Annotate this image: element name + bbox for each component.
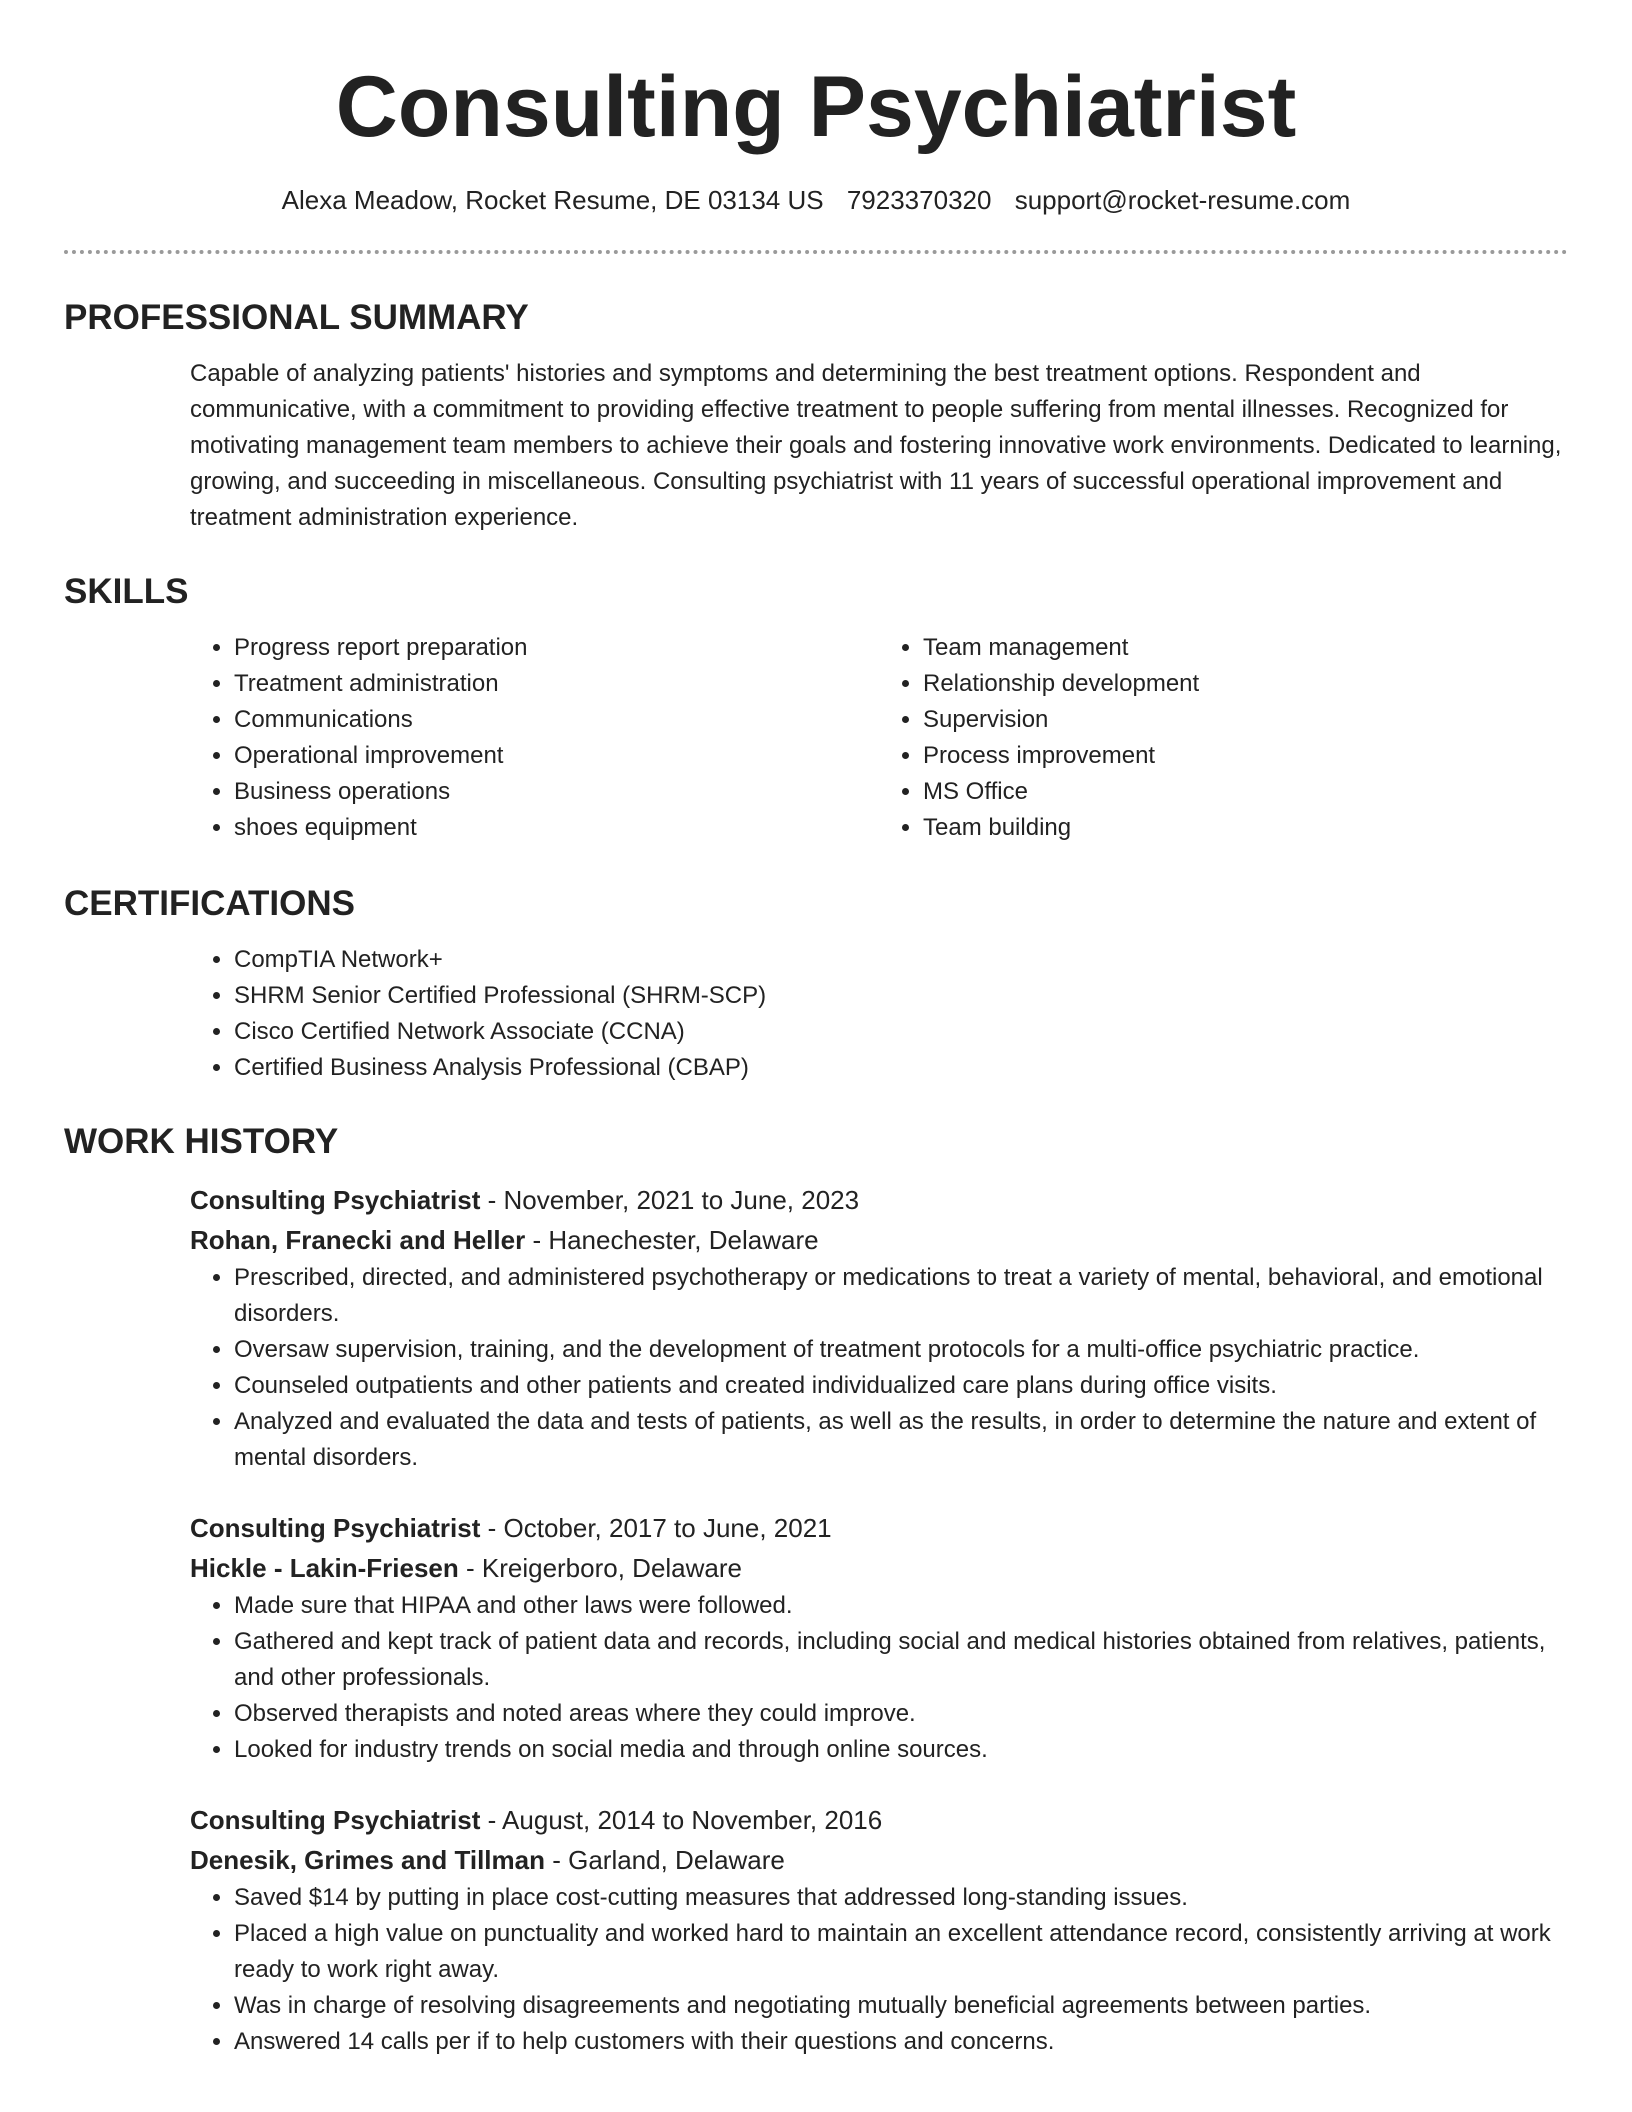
job-role-line: [190, 1180, 1568, 1220]
skills-grid: [190, 630, 1568, 846]
job-role-line: [190, 1508, 1568, 1548]
job-entry: [190, 1508, 1568, 1768]
skill-item: • Team management: [923, 630, 1568, 666]
job-dates: - October, 2017 to June, 2021: [480, 1513, 832, 1543]
job-role: Consulting Psychiatrist: [190, 1513, 481, 1543]
skill-item: • shoes equipment: [234, 810, 879, 846]
job-company: Denesik, Grimes and Tillman: [190, 1845, 545, 1875]
job-company: Hickle - Lakin-Friesen: [190, 1553, 459, 1583]
skill-item: • Operational improvement: [234, 738, 879, 774]
job-bullet: • Gathered and kept track of patient data and records, including social and medical histories obtained from relatives, patients, and other professionals.: [234, 1624, 1568, 1696]
job-dates: - November, 2021 to June, 2023: [480, 1185, 860, 1215]
skill-item: • Supervision: [923, 702, 1568, 738]
header-divider: [64, 250, 1568, 254]
job-role: Consulting Psychiatrist: [190, 1185, 481, 1215]
contact-email: support@rocket-resume.com: [1014, 185, 1351, 215]
job-dates: - August, 2014 to November, 2016: [480, 1805, 883, 1835]
resume-title: Consulting Psychiatrist: [335, 59, 1297, 155]
skills-section: [64, 570, 1568, 846]
work-history-section: [64, 1120, 1568, 2060]
job-bullet: • Observed therapists and noted areas where they could improve.: [234, 1696, 1568, 1732]
job-bullet: • Answered 14 calls per if to help customers with their questions and concerns.: [234, 2024, 1568, 2060]
job-bullet: • Counseled outpatients and other patients and created individualized care plans during office visits.: [234, 1368, 1568, 1404]
job-company-line: [190, 1840, 1568, 1880]
summary-heading: PROFESSIONAL SUMMARY: [64, 298, 529, 337]
job-location: - Garland, Delaware: [545, 1845, 785, 1875]
skill-item: • Communications: [234, 702, 879, 738]
skills-heading: SKILLS: [64, 572, 189, 611]
job-bullet: • Was in charge of resolving disagreements and negotiating mutually beneficial agreements between parties.: [234, 1988, 1568, 2024]
skill-item: • MS Office: [923, 774, 1568, 810]
contact-phone: 7923370320: [846, 185, 992, 215]
skills-column-right: [879, 630, 1568, 846]
job-role-line: [190, 1800, 1568, 1840]
job-company: Rohan, Franecki and Heller: [190, 1225, 526, 1255]
skill-item: • Relationship development: [923, 666, 1568, 702]
certifications-bullets: [190, 942, 1568, 1086]
summary-section: [64, 296, 1568, 536]
job-entry: [190, 1800, 1568, 2060]
contact-line: [0, 180, 1632, 220]
job-bullets: [190, 1588, 1568, 1768]
summary-text: Capable of analyzing patients' histories and symptoms and determining the best treatment options. Respondent and communicative, with a commitment to providing effective treatment to people suffering from mental illnesses. Recognized for motivating management team members to achieve their goals and fostering innovative work environments. Dedicated to learning, growing, and succeeding in miscellaneous. Consulting psychiatrist with 11 years of successful operational improvement and treatment administration experience.: [190, 360, 1562, 531]
job-location: - Kreigerboro, Delaware: [458, 1553, 742, 1583]
certifications-heading: CERTIFICATIONS: [64, 884, 356, 923]
job-role: Consulting Psychiatrist: [190, 1805, 481, 1835]
job-bullets: [190, 1880, 1568, 2060]
certifications-list: [190, 942, 1568, 1086]
job-bullet: • Saved $14 by putting in place cost-cutting measures that addressed long-standing issues.: [234, 1880, 1568, 1916]
skills-column-left: [190, 630, 879, 846]
certification-item: • Certified Business Analysis Professional (CBAP): [234, 1050, 1568, 1086]
certifications-section: [64, 882, 1568, 1086]
job-bullet: • Looked for industry trends on social media and through online sources.: [234, 1732, 1568, 1768]
work-history-heading: WORK HISTORY: [64, 1122, 339, 1161]
skill-item: • Team building: [923, 810, 1568, 846]
job-bullet: • Analyzed and evaluated the data and tests of patients, as well as the results, in order to determine the nature and extent of mental disorders.: [234, 1404, 1568, 1476]
contact-address: Alexa Meadow, Rocket Resume, DE 03134 US: [281, 185, 824, 215]
skill-item: • Business operations: [234, 774, 879, 810]
job-bullet: • Made sure that HIPAA and other laws were followed.: [234, 1588, 1568, 1624]
job-company-line: [190, 1548, 1568, 1588]
job-company-line: [190, 1220, 1568, 1260]
job-bullets: [190, 1260, 1568, 1476]
certification-item: • SHRM Senior Certified Professional (SHRM-SCP): [234, 978, 1568, 1014]
job-bullet: • Oversaw supervision, training, and the development of treatment protocols for a multi-office psychiatric practice.: [234, 1332, 1568, 1368]
certification-item: • Cisco Certified Network Associate (CCNA): [234, 1014, 1568, 1050]
job-bullet: • Prescribed, directed, and administered psychotherapy or medications to treat a variety of mental, behavioral, and emotional disorders.: [234, 1260, 1568, 1332]
skill-item: • Progress report preparation: [234, 630, 879, 666]
job-location: - Hanechester, Delaware: [525, 1225, 819, 1255]
skill-item: • Process improvement: [923, 738, 1568, 774]
skill-item: • Treatment administration: [234, 666, 879, 702]
certification-item: • CompTIA Network+: [234, 942, 1568, 978]
job-entry: [190, 1180, 1568, 1476]
job-bullet: • Placed a high value on punctuality and worked hard to maintain an excellent attendance record, consistently arriving at work ready to work right away.: [234, 1916, 1568, 1988]
